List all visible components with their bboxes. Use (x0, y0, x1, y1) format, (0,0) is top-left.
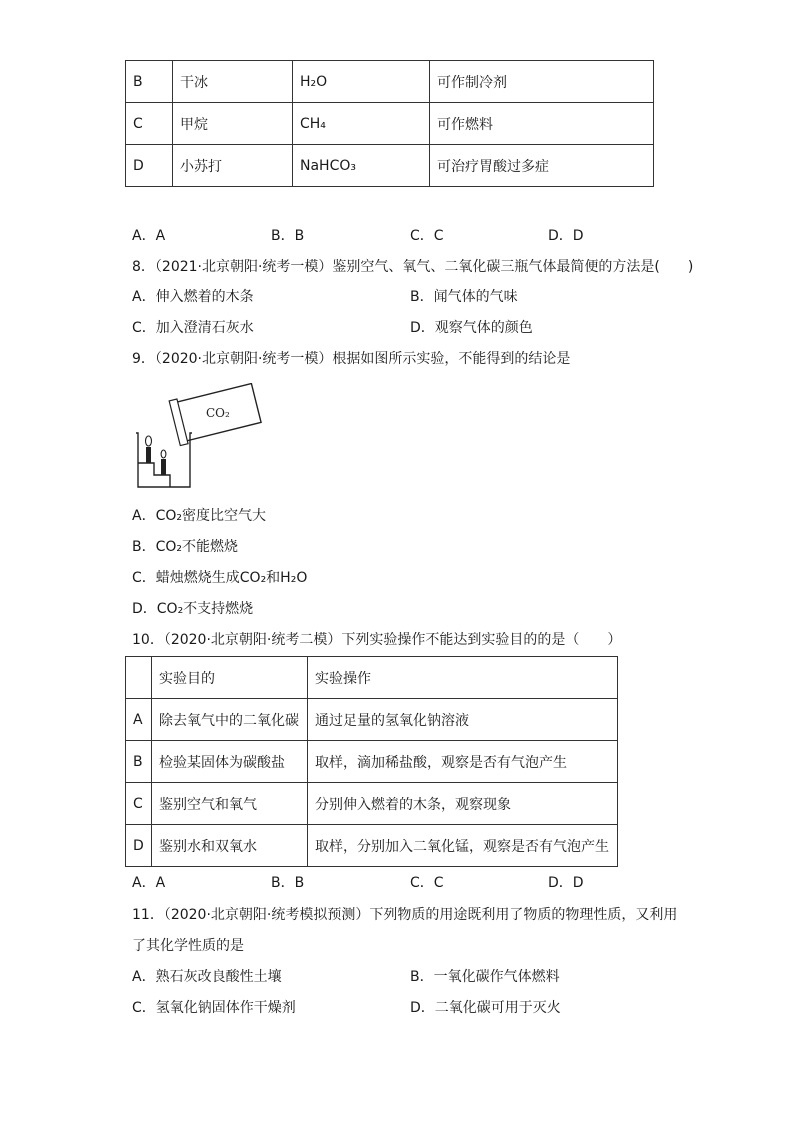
q9-option-a[interactable]: A．CO₂密度比空气大 (132, 508, 266, 524)
q8-option-c[interactable]: C．加入澄清石灰水 (132, 320, 254, 336)
substance-use: 可作燃料 (430, 103, 654, 145)
table-header-row (126, 657, 618, 699)
q10-option-a[interactable]: A．A (132, 875, 166, 891)
row-operation: 通过足量的氢氧化钠溶液 (308, 699, 618, 741)
substance-formula: NaHCO₃ (293, 145, 430, 187)
q11-stem-line1: 11．（2020·北京朝阳·统考模拟预测）下列物质的用途既利用了物质的物理性质，又利用 (132, 907, 678, 923)
q8-option-d[interactable]: D．观察气体的颜色 (410, 320, 533, 336)
row-letter: D (126, 825, 152, 867)
table-row (126, 783, 618, 825)
q10-stem: 10．（2020·北京朝阳·统考二模）下列实验操作不能达到实验目的的是（ ） (132, 632, 622, 648)
substance-name: 干冰 (173, 61, 293, 103)
row-goal: 鉴别水和双氧水 (152, 825, 308, 867)
substance-use: 可作制冷剂 (430, 61, 654, 103)
row-letter: B (126, 741, 152, 783)
row-operation: 取样，分别加入二氧化锰，观察是否有气泡产生 (308, 825, 618, 867)
substance-formula: H₂O (293, 61, 430, 103)
row-letter: D (126, 145, 173, 187)
row-letter: B (126, 61, 173, 103)
q11-stem-line2: 了其化学性质的是 (132, 938, 244, 954)
row-goal: 检验某固体为碳酸盐 (152, 741, 308, 783)
q10-option-b[interactable]: B．B (271, 875, 305, 891)
header-letter (126, 657, 152, 699)
row-goal: 鉴别空气和氧气 (152, 783, 308, 825)
co2-label: CO₂ (206, 406, 230, 420)
row-letter: C (126, 783, 152, 825)
substance-use: 可治疗胃酸过多症 (430, 145, 654, 187)
q7-option-b[interactable]: B．B (271, 228, 305, 244)
substance-name: 小苏打 (173, 145, 293, 187)
q7-option-c[interactable]: C．C (410, 228, 444, 244)
table-row (126, 61, 654, 103)
table-row (126, 741, 618, 783)
row-letter: C (126, 103, 173, 145)
table-row (126, 699, 618, 741)
row-letter: A (126, 699, 152, 741)
q8-option-b[interactable]: B．闻气体的气味 (410, 289, 518, 305)
table-row (126, 103, 654, 145)
q11-option-d[interactable]: D．二氧化碳可用于灭火 (410, 1000, 561, 1016)
row-operation: 分别伸入燃着的木条，观察现象 (308, 783, 618, 825)
header-operation: 实验操作 (308, 657, 618, 699)
q9-stem: 9．（2020·北京朝阳·统考一模）根据如图所示实验，不能得到的结论是 (132, 351, 571, 367)
q8-option-a[interactable]: A．伸入燃着的木条 (132, 289, 254, 305)
header-goal: 实验目的 (152, 657, 308, 699)
q8-stem: 8．（2021·北京朝阳·统考一模）鉴别空气、氧气、二氧化碳三瓶气体最简便的方法是( ) (132, 259, 694, 275)
table-row (126, 825, 618, 867)
q9-option-c[interactable]: C．蜡烛燃烧生成CO₂和H₂O (132, 570, 308, 586)
substance-formula: CH₄ (293, 103, 430, 145)
q9-option-b[interactable]: B．CO₂不能燃烧 (132, 539, 239, 555)
row-goal: 除去氧气中的二氧化碳 (152, 699, 308, 741)
co2-pouring-figure (132, 383, 262, 493)
q7-option-a[interactable]: A．A (132, 228, 166, 244)
substance-name: 甲烷 (173, 103, 293, 145)
q10-option-d[interactable]: D．D (548, 875, 584, 891)
q10-option-c[interactable]: C．C (410, 875, 444, 891)
substance-table (125, 60, 654, 187)
q9-option-d[interactable]: D．CO₂不支持燃烧 (132, 601, 254, 617)
q7-option-d[interactable]: D．D (548, 228, 584, 244)
q11-option-c[interactable]: C．氢氧化钠固体作干燥剂 (132, 1000, 296, 1016)
row-operation: 取样，滴加稀盐酸，观察是否有气泡产生 (308, 741, 618, 783)
experiment-table (125, 656, 618, 867)
table-row (126, 145, 654, 187)
q11-option-a[interactable]: A．熟石灰改良酸性土壤 (132, 969, 282, 985)
q11-option-b[interactable]: B．一氧化碳作气体燃料 (410, 969, 560, 985)
